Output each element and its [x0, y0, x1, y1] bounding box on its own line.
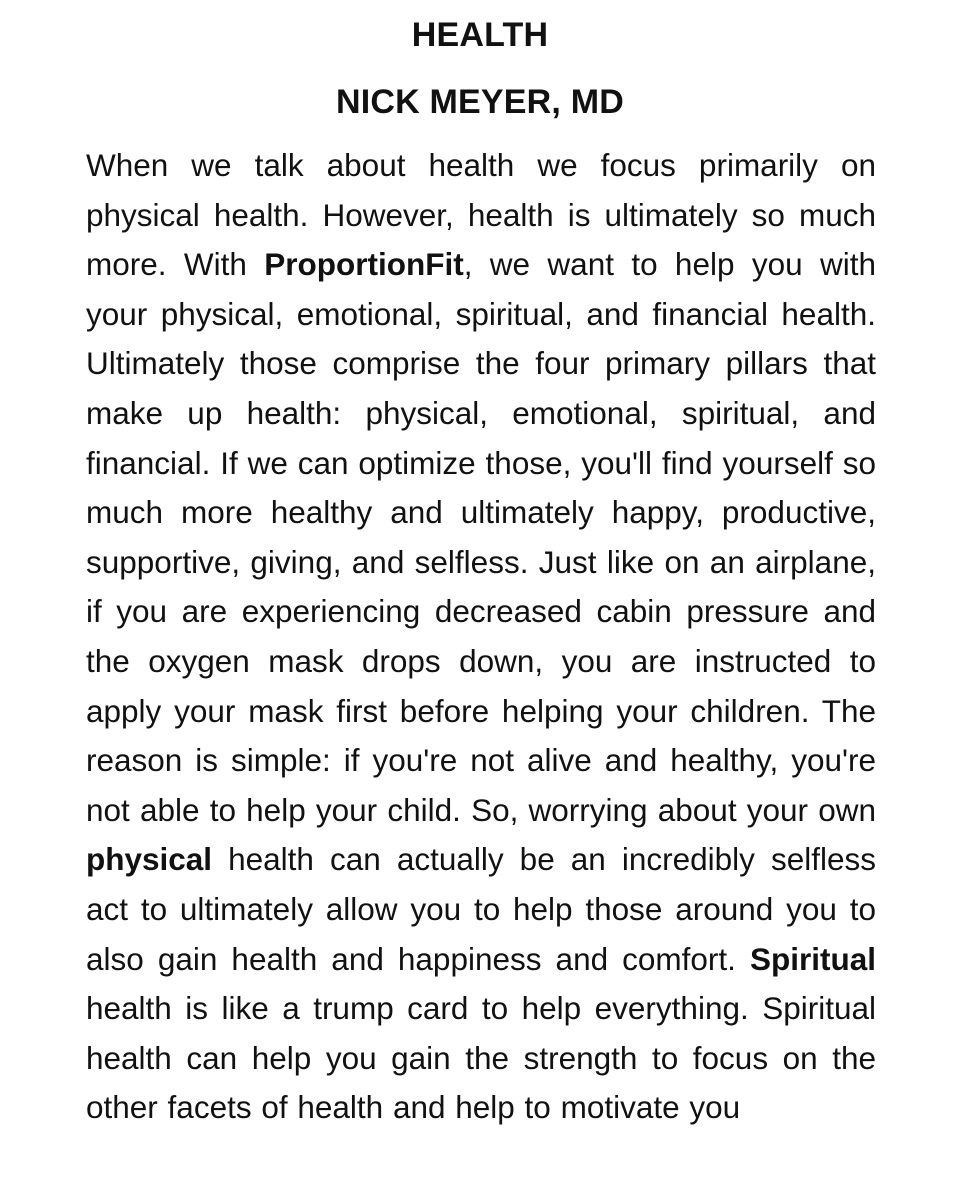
paragraph-text-2: , we want to help you with your physical, emotional, spiritual, and financial health. Ultimately those comprise the four primary pillars that make up health: physical, emotional, spiritual, and financial. If we can optimize those, you'll find yourself so much more healthy and ultimately happy, productive, supportive, giving, and selfless. Just like on an airplane, if you are experiencing decreased cabin pressure and the oxygen mask drops down, you are instructed to apply your mask first before helping your children. The reason is simple: if you're not alive and healthy, you're not able to help your child. So, worrying about your own — [86, 246, 876, 828]
paragraph-text-1: When we talk about health we focus primarily on physical health. However, health is ultimately so much more. With — [86, 147, 876, 283]
paragraph-text-3: health can actually be an incredibly selfless act to ultimately allow you to help those around you to also gain health and happiness and comfort. — [86, 841, 876, 977]
body-paragraph — [86, 141, 876, 1133]
author-name: NICK MEYER, MD — [335, 83, 625, 121]
brand-name-proportionfit: ProportionFit — [264, 246, 464, 283]
emphasis-spiritual: Spiritual — [749, 940, 876, 977]
document-title: HEALTH — [411, 16, 549, 54]
emphasis-physical: physical — [86, 841, 213, 878]
paragraph-text-4: health is like a trump card to help everything. Spiritual health can help you gain the strength to focus on the other facets of health and help to motivate you — [86, 990, 876, 1126]
